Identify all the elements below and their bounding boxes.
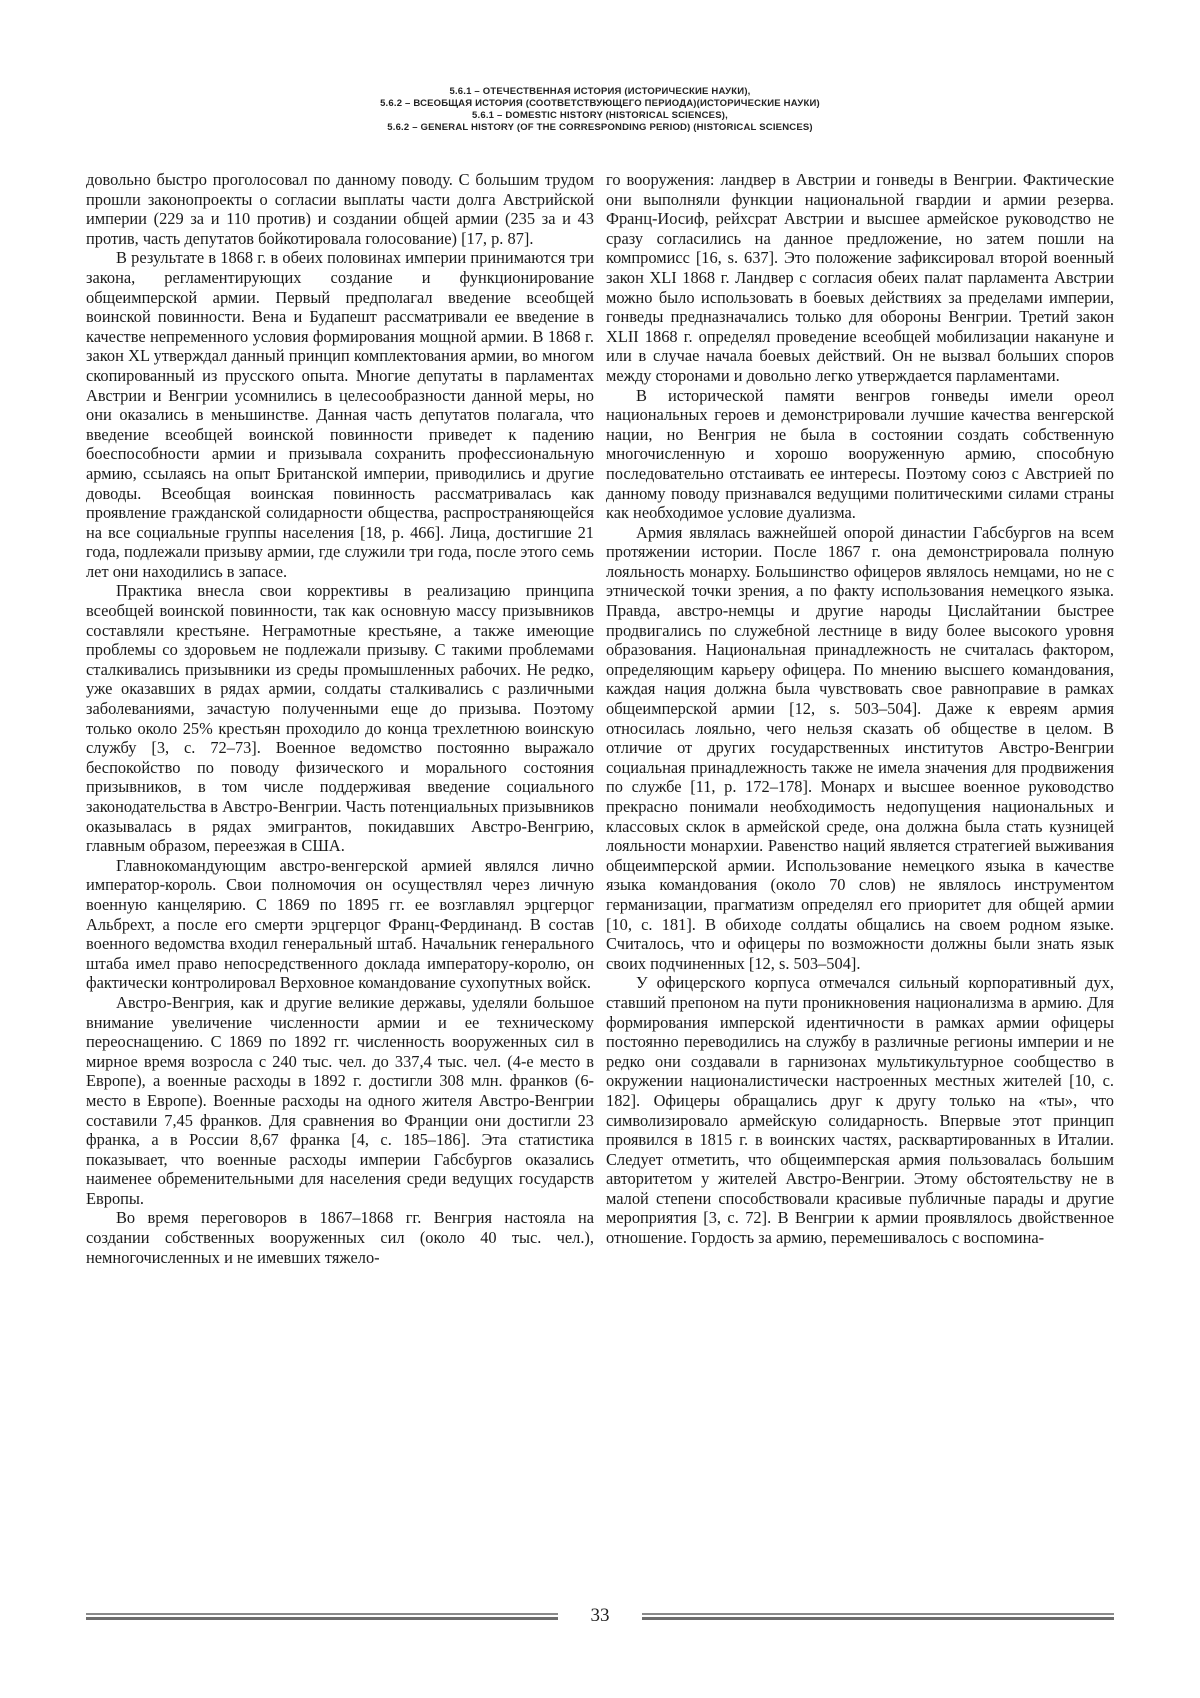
- header-line: 5.6.2 – GENERAL HISTORY (OF THE CORRESPONDING PERIOD) (HISTORICAL SCIENCES): [387, 122, 813, 133]
- page-number: 33: [590, 1605, 610, 1626]
- footer-rule-right: [642, 1613, 1114, 1623]
- right-column: [606, 170, 1114, 1248]
- paragraph: Главнокомандующим австро-венгерской армией являлся лично император-король. Свои полномочия он осуществлял через личную военную канцелярию. С 1869 по 1895 гг. ее возглавлял эрцгерцог Альбрехт, а после его смерти эрцгерцог Франц-Фердинанд. В состав военного ведомства входил генеральный штаб. Начальник генерального штаба имел право непосредственного доклада императору-королю, он фактически контролировал Верховное командование сухопутных войск.: [86, 855, 594, 993]
- paragraph: Армия являлась важнейшей опорой династии Габсбургов на всем протяжении истории. После 1867 г. она демонстрировала полную лояльность монарху. Большинство офицеров являлось немцами, но не с этнической точки зрения, а по факту использования немецкого языка. Правда, австро-немцы и другие народы Цислайтании быстрее продвигались по служебной лестнице в виду более высокого уровня образования. Национальная принадлежность не считалась фактором, определяющим карьеру офицера. По мнению высшего командования, каждая нация должна была чувствовать свое равноправие в рамках общеимперской армии [12, s. 503–504]. Даже к евреям армия относилась лояльно, чего нельзя сказать об обществе в целом. В отличие от других государственных институтов Австро-Венгрии социальная принадлежность также не имела значения для продвижения по службе [11, p. 172–178]. Монарх и высшее военное руководство прекрасно понимали необходимость недопущения национальных и классовых склок в армейской среде, она должна была стать кузницей лояльности монархии. Равенство наций является стратегией выживания общеимперской армии. Использование немецкого языка в качестве языка командования (около 70 слов) не являлось инструментом германизации, прагматизм определял его приоритет для общей армии [10, с. 181]. В обиходе солдаты общались на своем родном языке. Считалось, что и офицеры по возможности должны были знать язык своих подчиненных [12, s. 503–504].: [606, 522, 1114, 973]
- paragraph: Австро-Венгрия, как и другие великие державы, уделяли большое внимание увеличение численности армии и ее техническому переоснащению. С 1869 по 1892 гг. численность вооруженных сил в мирное время возросла с 240 тыс. чел. до 337,4 тыс. чел. (4-е место в Европе), а военные расходы в 1892 г. достигли 308 млн. франков (6-место в Европе). Военные расходы на одного жителя Австро-Венгрии составили 7,45 франков. Для сравнения во Франции они достигли 23 франка, а в России 8,67 франка [4, с. 185–186]. Эта статистика показывает, что военные расходы империи Габсбургов оказались наименее обременительными для населения среди ведущих государств Европы.: [86, 992, 594, 1208]
- paragraph: В результате в 1868 г. в обеих половинах империи принимаются три закона, регламентирующих создание и функционирование общеимперской армии. Первый предполагал введение всеобщей воинской повинности. Вена и Будапешт рассматривали ее введение в качестве непременного условия формирования мощной армии. В 1868 г. закон XL утверждал данный принцип комплектования армии, во многом скопированный из прусского опыта. Многие депутаты в парламентах Австрии и Венгрии усомнились в целесообразности данной меры, но они оказались в меньшинстве. Данная часть депутатов полагала, что введение всеобщей воинской повинности приведет к падению боеспособности армии и призывала сохранить профессиональную армию, ссылаясь на опыт Британской империи, приводились и другие доводы. Всеобщая воинская повинность рассматривалась как проявление гражданской солидарности общества, распространяющейся на все социальные группы населения [18, p. 466]. Лица, достигшие 21 года, подлежали призыву армии, где служили три года, после этого семь лет они находились в запасе.: [86, 248, 594, 581]
- header-line: 5.6.1 – ОТЕЧЕСТВЕННАЯ ИСТОРИЯ (ИСТОРИЧЕСКИЕ НАУКИ),: [449, 86, 751, 97]
- paragraph: Практика внесла свои коррективы в реализацию принципа всеобщей воинской повинности, так как основную массу призывников составляли крестьяне. Неграмотные крестьяне, а также имеющие проблемы со здоровьем не подлежали призыву. С такими проблемами сталкивались призывники из среды промышленных рабочих. Не редко, уже оказавших в рядах армии, солдаты сталкивались с различными заболеваниями, зачастую полученными еще до призыва. Поэтому только около 25% крестьян проходило до конца трехлетнюю воинскую службу [3, с. 72–73]. Военное ведомство постоянно выражало беспокойство по поводу физического и морального состояния призывников, в том числе поддерживая введение социального законодательства в Австро-Венгрии. Часть потенциальных призывников оказывалась в рядах эмигрантов, покидавших Австро-Венгрию, главным образом, переезжая в США.: [86, 581, 594, 856]
- paragraph: го вооружения: ландвер в Австрии и гонведы в Венгрии. Фактические они выполняли функции национальной гвардии и армии резерва. Франц-Иосиф, рейхсрат Австрии и высшее армейское руководство не сразу согласились на данное предложение, но затем пошли на компромисс [16, s. 637]. Это положение зафиксировал второй военный закон XLI 1868 г. Ландвер с согласия обеих палат парламента Австрии можно было использовать в боевых действиях за пределами империи, гонведы предназначались только для обороны Венгрии. Третий закон XLII 1868 г. определял проведение всеобщей мобилизации накануне и или в случае начала боевых действий. Он не вызвал больших споров между сторонами и довольно легко утверждается парламентами.: [606, 170, 1114, 385]
- header-line: 5.6.1 – DOMESTIC HISTORY (HISTORICAL SCIENCES),: [472, 110, 728, 121]
- paragraph: У офицерского корпуса отмечался сильный корпоративный дух, ставший препоном на пути проникновения национализма в армию. Для формирования имперской идентичности в рамках армии офицеры постоянно переводились на службу в различные регионы империи и не редко они создавали в гарнизонах мультикультурное сообщество в окружении националистически настроенных местных жителей [10, с. 182]. Офицеры обращались друг к другу только на «ты», что символизировало армейскую солидарность. Впервые этот принцип проявился в 1815 г. в воинских частях, расквартированных в Италии. Следует отметить, что общеимперская армия пользовалась большим авторитетом у жителей Австро-Венгрии. Этому обстоятельству не в малой степени способствовали красивые публичные парады и другие мероприятия [3, с. 72]. В Венгрии к армии проявлялось двойственное отношение. Гордость за армию, перемешивалось с воспомина-: [606, 973, 1114, 1248]
- paragraph: довольно быстро проголосовал по данному поводу. С большим трудом прошли законопроекты о согласии выплаты части долга Австрийской империи (229 за и 110 против) и создании общей армии (235 за и 43 против, часть депутатов бойкотировала голосование) [17, p. 87].: [86, 170, 594, 248]
- paragraph: В исторической памяти венгров гонведы имели ореол национальных героев и демонстрировали лучшие качества венгерской нации, но Венгрия не была в состоянии создать собственную многочисленную и хорошо вооруженную армию, способную последовательно отстаивать ее интересы. Поэтому союз с Австрией по данному поводу признавался ведущими политическими силами страны как необходимое условие дуализма.: [606, 385, 1114, 523]
- page-footer: [86, 1605, 1114, 1629]
- left-column: [86, 170, 594, 1267]
- paragraph: Во время переговоров в 1867–1868 гг. Венгрия настояла на создании собственных вооруженных сил (около 40 тыс. чел.), немногочисленных и не имевших тяжело-: [86, 1208, 594, 1267]
- journal-running-header: [0, 86, 1200, 134]
- header-line: 5.6.2 – ВСЕОБЩАЯ ИСТОРИЯ (СООТВЕТСТВУЮЩЕГО ПЕРИОДА)(ИСТОРИЧЕСКИЕ НАУКИ): [380, 98, 820, 109]
